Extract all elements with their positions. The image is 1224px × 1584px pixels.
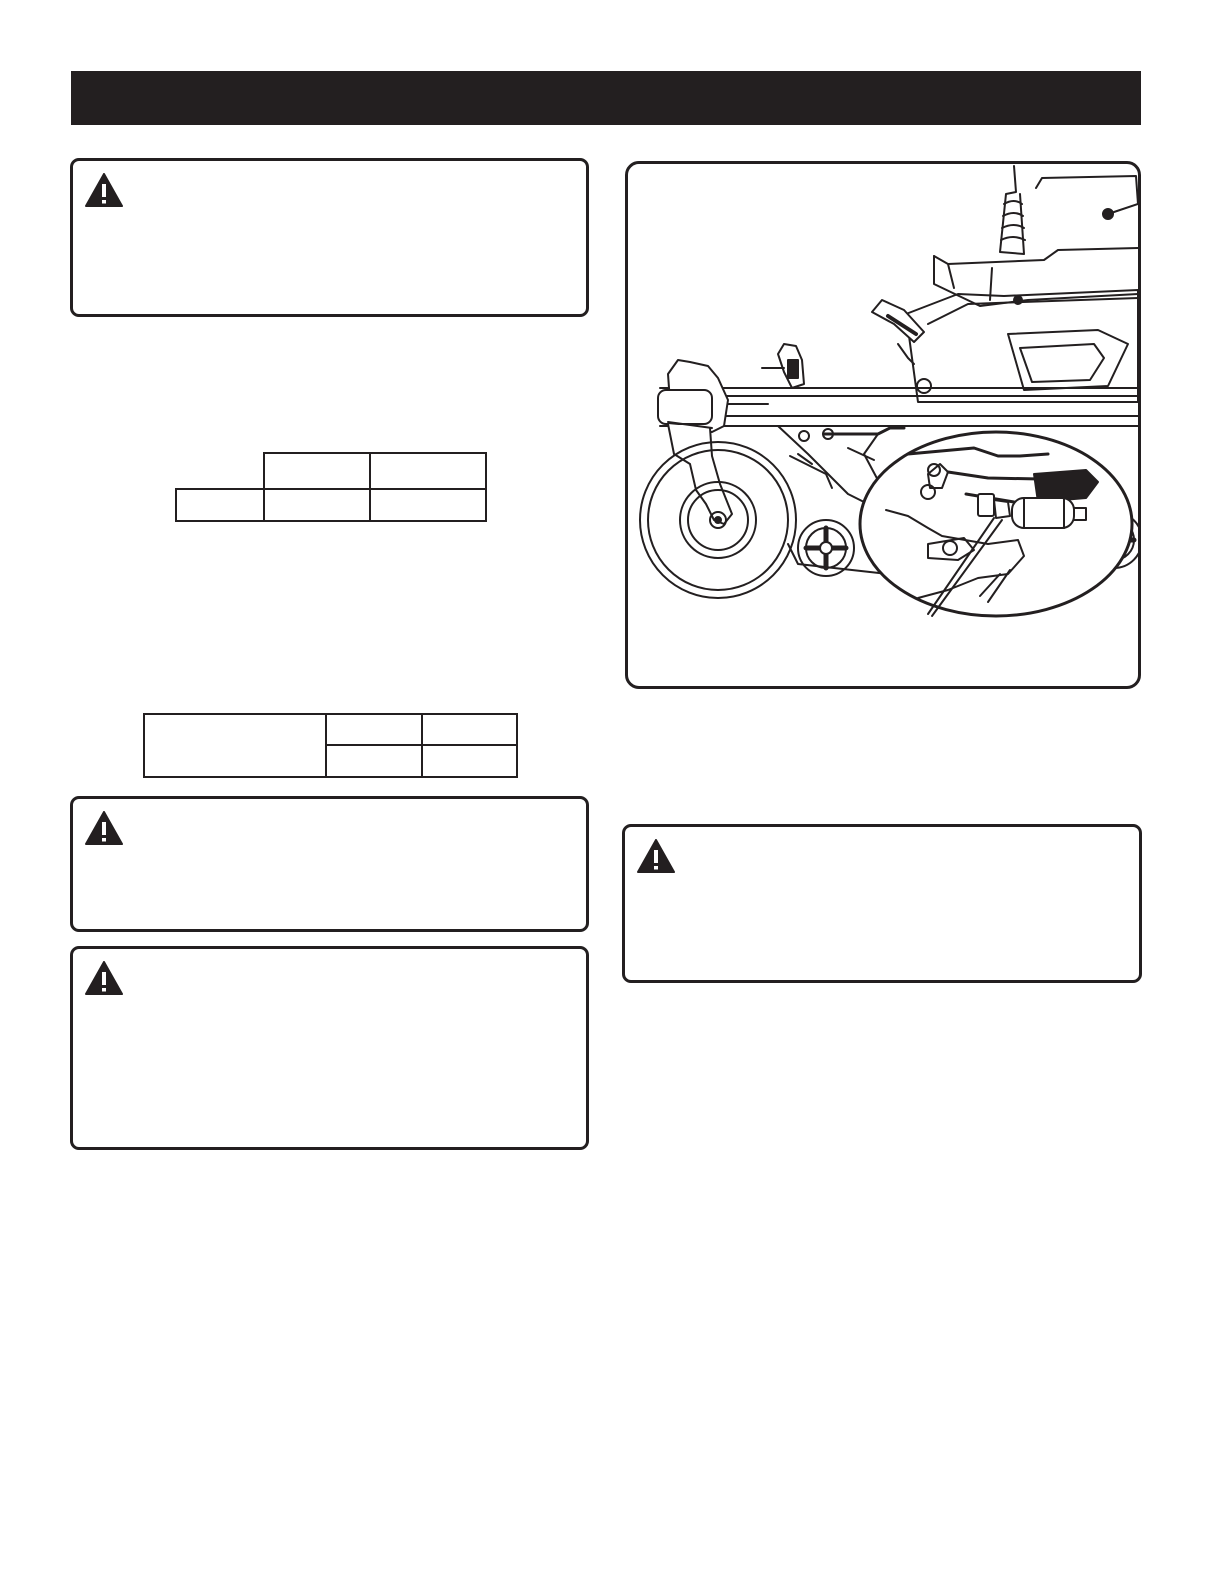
warning-triangle-icon (85, 811, 123, 845)
mower-illustration (628, 164, 1138, 686)
table-cell (422, 714, 517, 745)
warning-box-3 (70, 946, 589, 1150)
table-cell (176, 453, 264, 489)
warning-box-2 (70, 796, 589, 932)
spec-table-1 (175, 452, 487, 522)
mower-figure (625, 161, 1141, 689)
warning-triangle-icon (85, 961, 123, 995)
spec-table-2 (143, 713, 518, 778)
warning-box-1 (70, 158, 589, 317)
table-row (176, 489, 486, 521)
section-title (71, 85, 87, 110)
table-cell (144, 714, 326, 777)
table-cell (422, 745, 517, 777)
section-header-bar (71, 71, 1141, 125)
warning-triangle-icon (637, 839, 675, 873)
table-row (144, 714, 517, 745)
table-row (176, 453, 486, 489)
table-cell (264, 453, 370, 489)
table-cell (326, 714, 422, 745)
table-cell (176, 489, 264, 521)
table-cell (326, 745, 422, 777)
warning-triangle-icon (85, 173, 123, 207)
table-cell (264, 489, 370, 521)
table-cell (370, 489, 486, 521)
warning-box-4 (622, 824, 1142, 983)
table-cell (370, 453, 486, 489)
